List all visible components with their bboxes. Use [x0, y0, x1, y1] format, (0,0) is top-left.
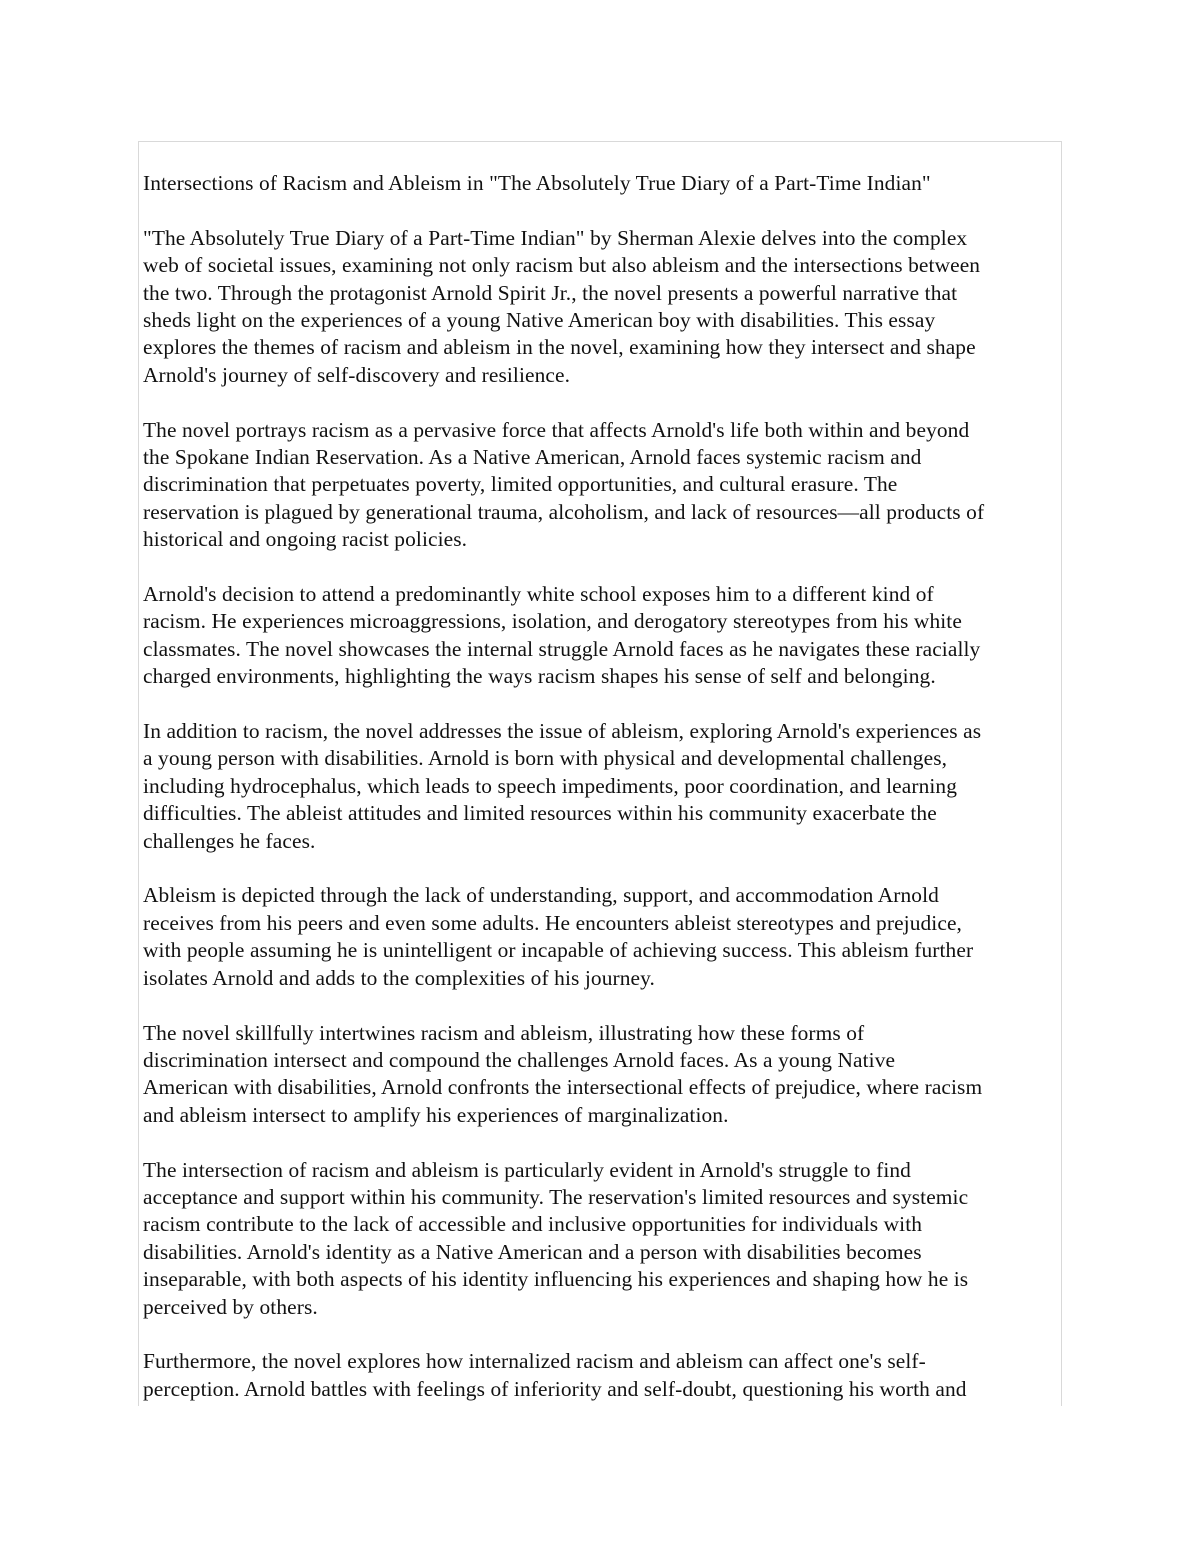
text-line: the Spokane Indian Reservation. As a Native American, Arnold faces systemic racism and [143, 445, 922, 470]
text-line: historical and ongoing racist policies. [143, 527, 468, 552]
text-line: the two. Through the protagonist Arnold Spirit Jr., the novel presents a powerful narrative that [143, 280, 958, 305]
text-line: reservation is plagued by generational trauma, alcoholism, and lack of resources—all products of [143, 499, 985, 524]
text-line: explores the themes of racism and ableism in the novel, examining how they intersect and shape [143, 335, 976, 360]
text-line: inseparable, with both aspects of his identity influencing his experiences and shaping how he is [143, 1267, 969, 1292]
text-line: "The Absolutely True Diary of a Part-Time Indian" by Sherman Alexie delves into the complex [143, 225, 968, 250]
paragraph-1 [143, 225, 1061, 389]
text-line: challenges he faces. [143, 828, 316, 853]
paragraph-4 [143, 718, 1061, 855]
paragraph-8 [143, 1348, 1061, 1403]
text-line: charged environments, highlighting the ways racism shapes his sense of self and belonging. [143, 664, 936, 689]
text-line: acceptance and support within his community. The reservation's limited resources and systemic [143, 1184, 969, 1209]
text-line: Furthermore, the novel explores how internalized racism and ableism can affect one's self- [143, 1349, 926, 1374]
text-line: classmates. The novel showcases the internal struggle Arnold faces as he navigates these racially [143, 636, 981, 661]
document-body [143, 170, 1061, 1406]
text-line: isolates Arnold and adds to the complexities of his journey. [143, 965, 655, 990]
text-line: discrimination that perpetuates poverty, limited opportunities, and cultural erasure. The [143, 472, 898, 497]
paragraph-3 [143, 581, 1061, 691]
text-line: racism contribute to the lack of accessible and inclusive opportunities for individuals with [143, 1212, 923, 1237]
paragraph-6 [143, 1020, 1061, 1130]
text-line: The novel portrays racism as a pervasive force that affects Arnold's life both within and beyond [143, 417, 970, 442]
text-line: perception. Arnold battles with feelings of inferiority and self-doubt, questioning his worth and [143, 1376, 967, 1401]
paragraph-7 [143, 1157, 1061, 1321]
text-line: Ableism is depicted through the lack of understanding, support, and accommodation Arnold [143, 883, 939, 908]
text-line: Arnold's journey of self-discovery and resilience. [143, 362, 571, 387]
text-line: Arnold's decision to attend a predominantly white school exposes him to a different kind of [143, 582, 934, 607]
text-line: The novel skillfully intertwines racism and ableism, illustrating how these forms of [143, 1020, 865, 1045]
text-line: with people assuming he is unintelligent or incapable of achieving success. This ableism further [143, 938, 974, 963]
text-line: The intersection of racism and ableism is particularly evident in Arnold's struggle to find [143, 1157, 911, 1182]
paragraph-5 [143, 882, 1061, 992]
text-line: difficulties. The ableist attitudes and limited resources within his community exacerbate the [143, 801, 937, 826]
text-line: and ableism intersect to amplify his experiences of marginalization. [143, 1102, 729, 1127]
text-line: In addition to racism, the novel addresses the issue of ableism, exploring Arnold's experiences as [143, 719, 982, 744]
text-line: web of societal issues, examining not only racism but also ableism and the intersections between [143, 253, 981, 278]
paragraph-2 [143, 417, 1061, 554]
text-line: sheds light on the experiences of a young Native American boy with disabilities. This essay [143, 308, 936, 333]
document-title: Intersections of Racism and Ableism in "The Absolutely True Diary of a Part-Time Indian" [143, 171, 931, 195]
text-line: discrimination intersect and compound the challenges Arnold faces. As a young Native [143, 1047, 896, 1072]
text-line: receives from his peers and even some adults. He encounters ableist stereotypes and prejudice, [143, 910, 962, 935]
text-line: a young person with disabilities. Arnold is born with physical and developmental challenges, [143, 746, 948, 771]
text-line: perceived by others. [143, 1294, 318, 1319]
text-line: including hydrocephalus, which leads to speech impediments, poor coordination, and learning [143, 773, 958, 798]
text-line: disabilities. Arnold's identity as a Native American and a person with disabilities becomes [143, 1239, 922, 1264]
text-line: racism. He experiences microaggressions, isolation, and derogatory stereotypes from his white [143, 609, 962, 634]
text-line: American with disabilities, Arnold confronts the intersectional effects of prejudice, where racism [143, 1075, 983, 1100]
